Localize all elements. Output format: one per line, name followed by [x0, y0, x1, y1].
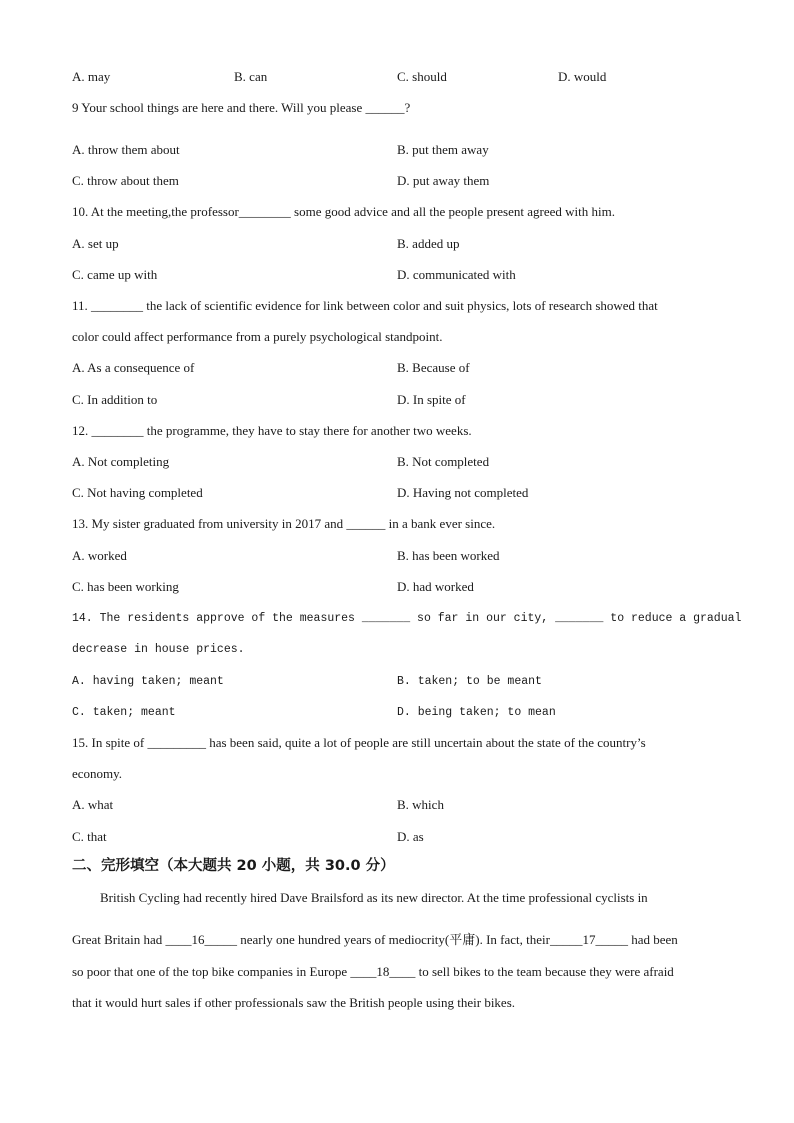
- cloze-paragraph-line4: that it would hurt sales if other professionals saw the British people using their bikes.: [72, 995, 516, 1010]
- blank-17[interactable]: _____17_____: [549, 932, 628, 947]
- q9-stem: 9 Your school things are here and there. Will you please ______?: [72, 100, 411, 115]
- q10-stem: 10. At the meeting,the professor________ some good advice and all the people present agreed with him.: [72, 204, 615, 219]
- q12-option-c: C. Not having completed: [72, 485, 203, 500]
- q15-option-a: A. what: [72, 797, 114, 812]
- cloze-text: nearly one hundred years of mediocrity(平庸). In fact, their: [237, 932, 550, 947]
- q11-option-a: A. As a consequence of: [72, 360, 195, 375]
- q15-stem-line1: 15. In spite of _________ has been said, quite a lot of people are still uncertain about the state of the country’s: [72, 735, 646, 750]
- q15-option-b: B. which: [397, 797, 444, 812]
- q11-stem-line1: 11. ________ the lack of scientific evidence for link between color and suit physics, lots of research showed that: [72, 298, 658, 313]
- q9-option-d: D. put away them: [397, 173, 490, 188]
- cloze-text: had been: [627, 932, 678, 947]
- q14-option-c: C. taken; meant: [72, 706, 176, 719]
- section-heading: 二、完形填空（本大题共 20 小题，共 30.0 分）: [72, 858, 395, 874]
- q9-option-c: C. throw about them: [72, 173, 179, 188]
- blank-16[interactable]: ____16_____: [165, 932, 237, 947]
- cloze-text: Great Britain had: [72, 932, 166, 947]
- q11-option-d: D. In spite of: [397, 392, 466, 407]
- q10-option-b: B. added up: [397, 236, 460, 251]
- cloze-text: so poor that one of the top bike companies in Europe: [72, 964, 351, 979]
- q10-option-a: A. set up: [72, 236, 119, 251]
- q12-stem: 12. ________ the programme, they have to stay there for another two weeks.: [72, 423, 472, 438]
- cloze-paragraph-line2: [72, 932, 678, 948]
- q13-option-b: B. has been worked: [397, 548, 500, 563]
- q14-option-b: B. taken; to be meant: [397, 675, 542, 688]
- cloze-paragraph-line1: British Cycling had recently hired Dave Brailsford as its new director. At the time professional cyclists in: [100, 890, 648, 905]
- q15-stem-line2: economy.: [72, 766, 123, 781]
- q13-option-d: D. had worked: [397, 579, 474, 594]
- q13-option-c: C. has been working: [72, 579, 179, 594]
- q9-option-a: A. throw them about: [72, 142, 180, 157]
- q8-option-d: D. would: [558, 69, 607, 84]
- q15-option-d: D. as: [397, 829, 424, 844]
- q12-option-a: A. Not completing: [72, 454, 170, 469]
- q12-option-d: D. Having not completed: [397, 485, 529, 500]
- q10-option-d: D. communicated with: [397, 267, 516, 282]
- q15-option-c: C. that: [72, 829, 107, 844]
- cloze-text: to sell bikes to the team because they were afraid: [415, 964, 674, 979]
- q13-option-a: A. worked: [72, 548, 127, 563]
- blank-18[interactable]: ____18____: [350, 964, 416, 979]
- q8-option-b: B. can: [234, 69, 268, 84]
- q13-stem: 13. My sister graduated from university in 2017 and ______ in a bank ever since.: [72, 516, 496, 531]
- q14-stem-line1: 14. The residents approve of the measures _______ so far in our city, _______ to reduce a gradual: [72, 612, 742, 625]
- q14-option-a: A. having taken; meant: [72, 675, 224, 688]
- q8-option-c: C. should: [397, 69, 447, 84]
- q11-stem-line2: color could affect performance from a purely psychological standpoint.: [72, 329, 443, 344]
- cloze-paragraph-line3: [72, 964, 674, 980]
- q14-option-d: D. being taken; to mean: [397, 706, 556, 719]
- q11-option-c: C. In addition to: [72, 392, 158, 407]
- q9-option-b: B. put them away: [397, 142, 489, 157]
- q8-option-a: A. may: [72, 69, 111, 84]
- q12-option-b: B. Not completed: [397, 454, 490, 469]
- q11-option-b: B. Because of: [397, 360, 470, 375]
- q10-option-c: C. came up with: [72, 267, 158, 282]
- q14-stem-line2: decrease in house prices.: [72, 643, 245, 656]
